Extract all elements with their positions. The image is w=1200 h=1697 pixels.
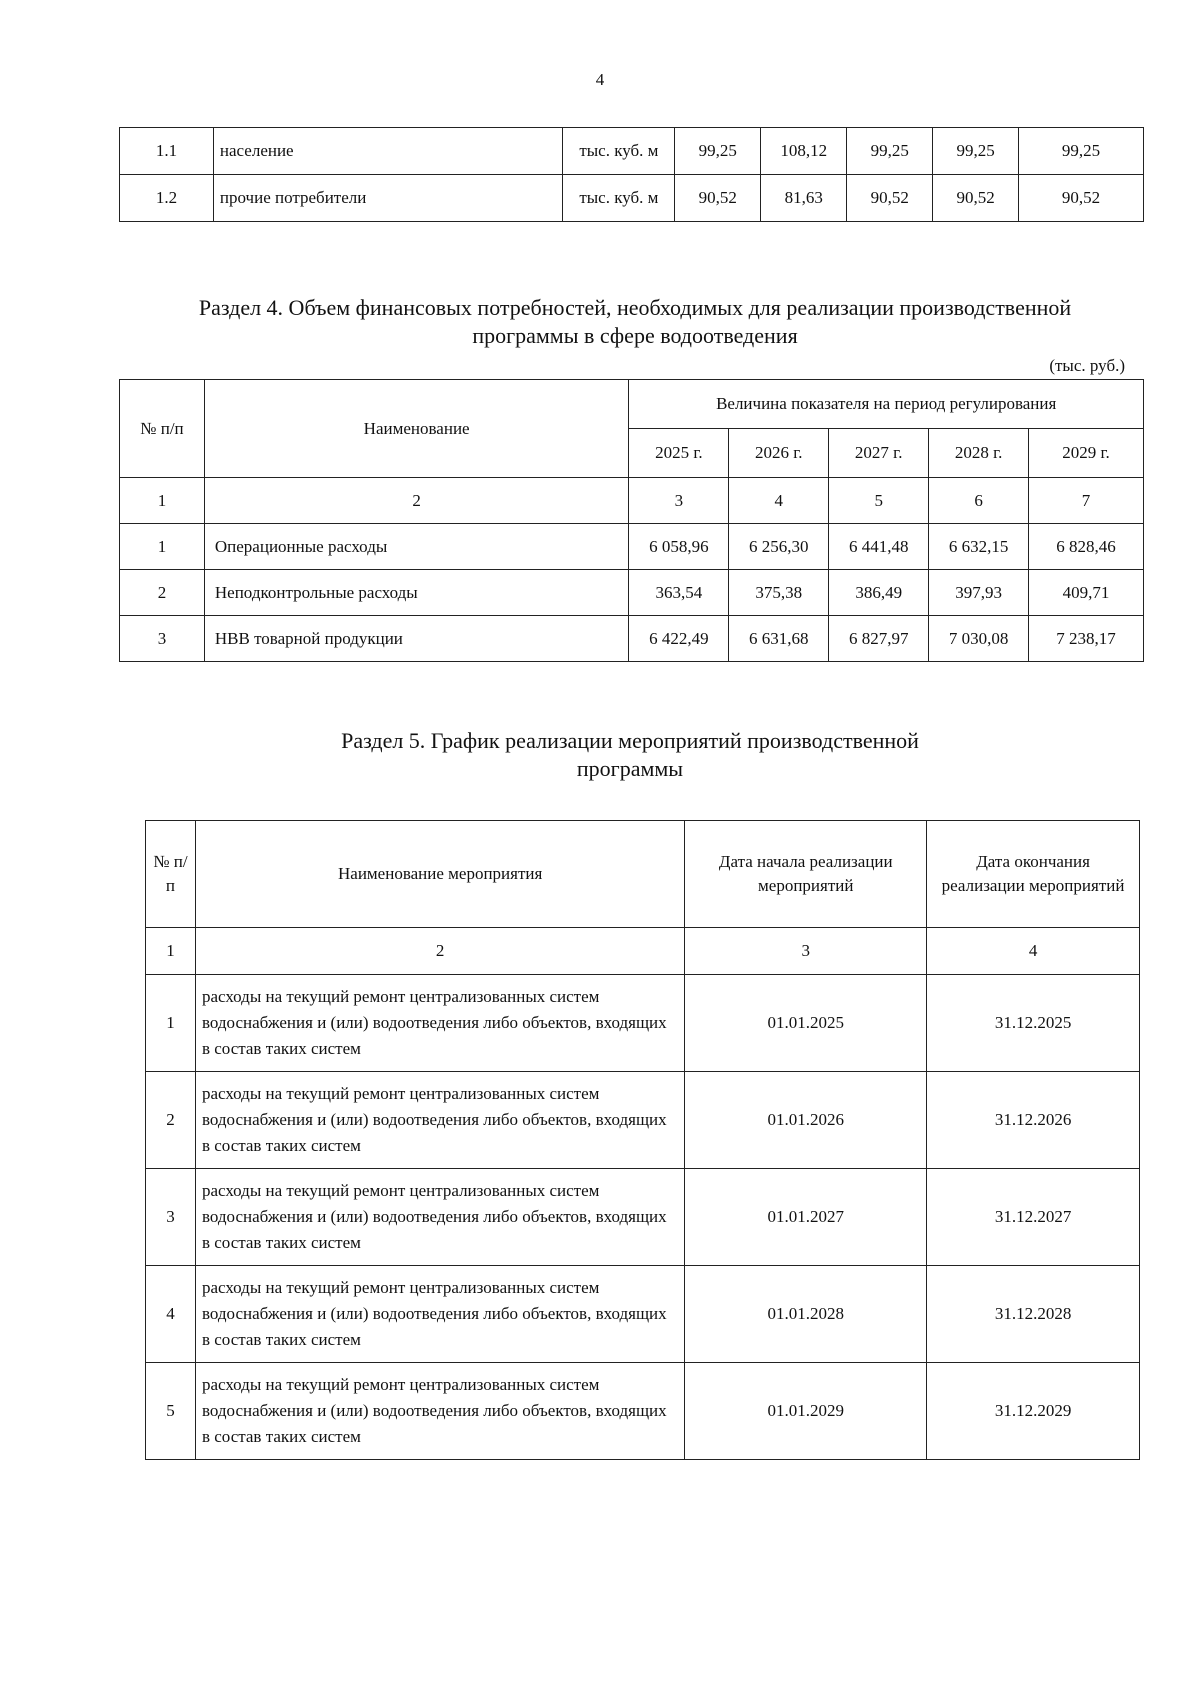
row-value: 7 238,17 (1029, 616, 1144, 662)
row-name: расходы на текущий ремонт централизованных систем водоснабжения и (или) водоотведения либо объектов, входящих в состав таких систем (195, 975, 684, 1072)
row-end-date: 31.12.2025 (927, 975, 1140, 1072)
row-value: 81,63 (761, 175, 847, 222)
table-row (146, 1169, 1140, 1266)
row-value: 6 058,96 (629, 524, 729, 570)
row-value: 99,25 (847, 128, 933, 175)
section-4-unit: (тыс. руб.) (1049, 356, 1125, 375)
row-number: 4 (146, 1266, 196, 1363)
row-value: 99,25 (1019, 128, 1144, 175)
column-number: 3 (629, 478, 729, 524)
row-value: 6 256,30 (729, 524, 829, 570)
page-number: 4 (595, 70, 605, 89)
row-name: расходы на текущий ремонт централизованных систем водоснабжения и (или) водоотведения либо объектов, входящих в состав таких систем (195, 1169, 684, 1266)
row-number: 1.2 (120, 175, 214, 222)
row-number: 1 (146, 975, 196, 1072)
schedule-table (145, 820, 1140, 1460)
table-row (120, 616, 1144, 662)
table-row (120, 128, 1144, 175)
row-number: 5 (146, 1363, 196, 1460)
row-value: 6 632,15 (929, 524, 1029, 570)
row-value: 409,71 (1029, 570, 1144, 616)
header-year: 2026 г. (729, 429, 829, 478)
table-row (146, 1363, 1140, 1460)
table-row (120, 524, 1144, 570)
row-name: расходы на текущий ремонт централизованных систем водоснабжения и (или) водоотведения либо объектов, входящих в состав таких систем (195, 1266, 684, 1363)
row-value: 386,49 (829, 570, 929, 616)
row-name: Операционные расходы (204, 524, 629, 570)
row-number: 2 (120, 570, 205, 616)
row-value: 6 827,97 (829, 616, 929, 662)
column-number: 6 (929, 478, 1029, 524)
row-name: прочие потребители (213, 175, 563, 222)
row-unit: тыс. куб. м (563, 128, 675, 175)
column-number-row (146, 928, 1140, 975)
row-value: 6 631,68 (729, 616, 829, 662)
row-value: 108,12 (761, 128, 847, 175)
financial-needs-table (119, 379, 1144, 662)
row-value: 90,52 (847, 175, 933, 222)
column-number-row (120, 478, 1144, 524)
row-value: 6 828,46 (1029, 524, 1144, 570)
row-value: 6 441,48 (829, 524, 929, 570)
row-value: 99,25 (933, 128, 1019, 175)
row-end-date: 31.12.2027 (927, 1169, 1140, 1266)
section-5-title: Раздел 5. График реализации мероприятий производственной программы (341, 728, 919, 781)
row-value: 90,52 (1019, 175, 1144, 222)
row-number: 2 (146, 1072, 196, 1169)
row-number: 3 (120, 616, 205, 662)
section-4-title: Раздел 4. Объем финансовых потребностей, необходимых для реализации производственной программы в сфере водоотведения (198, 295, 1072, 348)
row-value: 99,25 (675, 128, 761, 175)
row-value: 375,38 (729, 570, 829, 616)
row-name: НВВ товарной продукции (204, 616, 629, 662)
row-start-date: 01.01.2026 (685, 1072, 927, 1169)
row-unit: тыс. куб. м (563, 175, 675, 222)
header-year: 2029 г. (1029, 429, 1144, 478)
header-name: Наименование (204, 380, 629, 478)
row-start-date: 01.01.2027 (685, 1169, 927, 1266)
header-num: № п/п (146, 821, 196, 928)
table-row (146, 1072, 1140, 1169)
row-name: Неподконтрольные расходы (204, 570, 629, 616)
header-start-date: Дата начала реализации мероприятий (685, 821, 927, 928)
header-name: Наименование мероприятия (195, 821, 684, 928)
column-number: 4 (927, 928, 1140, 975)
column-number: 2 (204, 478, 629, 524)
header-year: 2025 г. (629, 429, 729, 478)
row-value: 363,54 (629, 570, 729, 616)
row-value: 6 422,49 (629, 616, 729, 662)
row-value: 397,93 (929, 570, 1029, 616)
row-end-date: 31.12.2029 (927, 1363, 1140, 1460)
header-year: 2028 г. (929, 429, 1029, 478)
table-row (146, 1266, 1140, 1363)
row-number: 3 (146, 1169, 196, 1266)
row-value: 90,52 (675, 175, 761, 222)
row-start-date: 01.01.2025 (685, 975, 927, 1072)
row-name: расходы на текущий ремонт централизованных систем водоснабжения и (или) водоотведения либо объектов, входящих в состав таких систем (195, 1363, 684, 1460)
table-row (120, 175, 1144, 222)
column-number: 3 (685, 928, 927, 975)
header-year: 2027 г. (829, 429, 929, 478)
row-end-date: 31.12.2026 (927, 1072, 1140, 1169)
row-name: население (213, 128, 563, 175)
column-number: 2 (195, 928, 684, 975)
column-number: 1 (146, 928, 196, 975)
header-num: № п/п (120, 380, 205, 478)
table-row (120, 570, 1144, 616)
row-start-date: 01.01.2029 (685, 1363, 927, 1460)
header-end-date: Дата окончания реализации мероприятий (927, 821, 1140, 928)
row-end-date: 31.12.2028 (927, 1266, 1140, 1363)
water-supply-volume-table (119, 127, 1144, 222)
column-number: 1 (120, 478, 205, 524)
row-number: 1.1 (120, 128, 214, 175)
row-number: 1 (120, 524, 205, 570)
column-number: 7 (1029, 478, 1144, 524)
column-number: 4 (729, 478, 829, 524)
row-name: расходы на текущий ремонт централизованных систем водоснабжения и (или) водоотведения либо объектов, входящих в состав таких систем (195, 1072, 684, 1169)
column-number: 5 (829, 478, 929, 524)
table-row (146, 975, 1140, 1072)
row-start-date: 01.01.2028 (685, 1266, 927, 1363)
row-value: 7 030,08 (929, 616, 1029, 662)
row-value: 90,52 (933, 175, 1019, 222)
header-period: Величина показателя на период регулирования (629, 380, 1144, 429)
